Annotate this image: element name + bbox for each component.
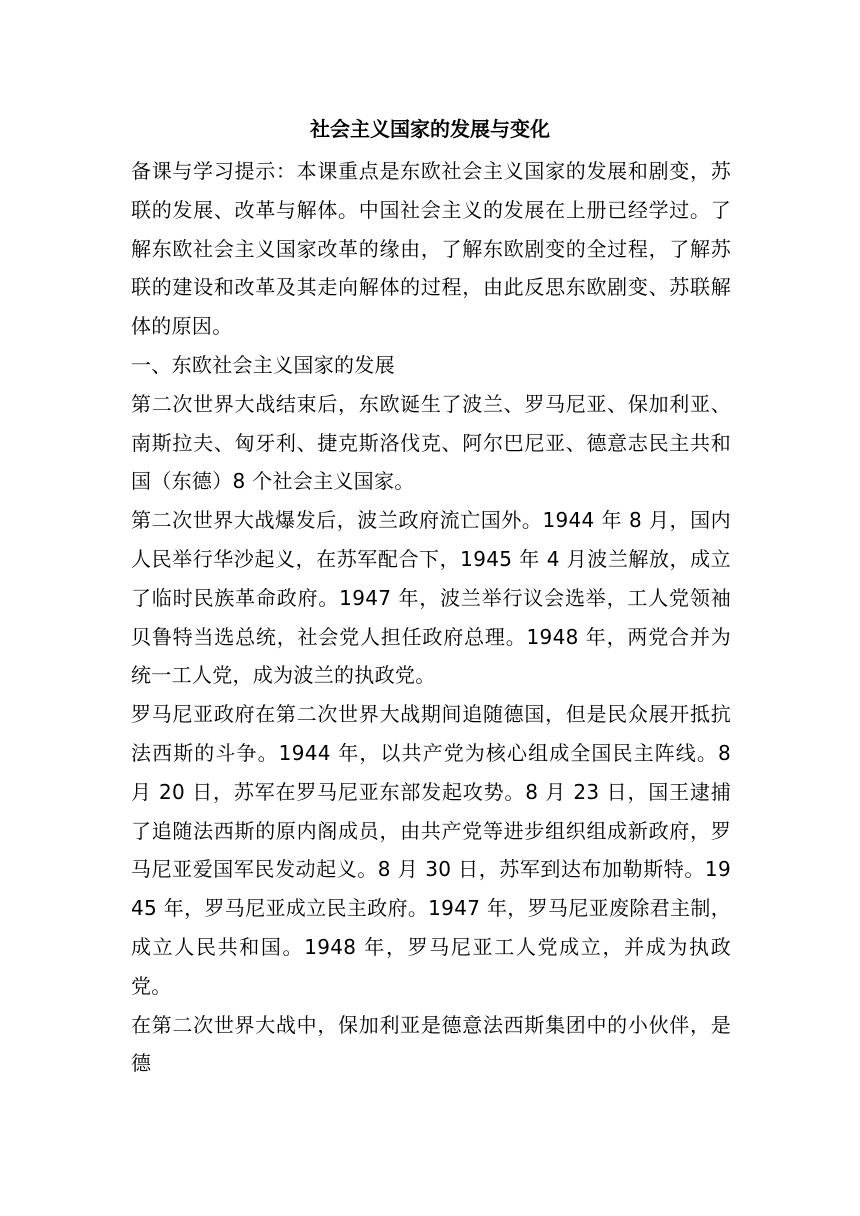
paragraph-poland: 第二次世界大战爆发后，波兰政府流亡国外。1944 年 8 月，国内人民举行华沙起义，在苏军配合下，1945 年 4 月波兰解放，成立了临时民族革命政府。1947 年，波兰举行议会选举，工人党领袖贝鲁特当选总统，社会党人担任政府总理。1948 年，两党合并为统一工人党，成为波兰的执政党。	[131, 508, 731, 688]
paragraph-bulgaria: 在第二次世界大战中，保加利亚是德意法西斯集团中的小伙伴，是德	[131, 1012, 731, 1076]
paragraph-postwar-states: 第二次世界大战结束后，东欧诞生了波兰、罗马尼亚、保加利亚、南斯拉夫、匈牙利、捷克斯洛伐克、阿尔巴尼亚、德意志民主共和国（东德）8 个社会主义国家。	[131, 391, 731, 494]
paragraph-study-tips: 备课与学习提示：本课重点是东欧社会主义国家的发展和剧变，苏联的发展、改革与解体。中国社会主义的发展在上册已经学过。了解东欧社会主义国家改革的缘由，了解东欧剧变的全过程，了解苏联的建设和改革及其走向解体的过程，由此反思东欧剧变、苏联解体的原因。	[131, 159, 731, 339]
document-body	[131, 152, 731, 1083]
document-title: 社会主义国家的发展与变化	[310, 117, 550, 141]
paragraph-romania: 罗马尼亚政府在第二次世界大战期间追随德国，但是民众展开抵抗法西斯的斗争。1944 年，以共产党为核心组成全国民主阵线。8 月 20 日，苏军在罗马尼亚东部发起攻势。8 月 23 日，国王逮捕了追随法西斯的原内阁成员，由共产党等进步组织组成新政府，罗马尼亚爱国军民发动起义。8 月 30 日，苏军到达布加勒斯特。1945 年，罗马尼亚成立民主政府。1947 年，罗马尼亚废除君主制，成立人民共和国。1948 年，罗马尼亚工人党成立，并成为执政党。	[131, 702, 731, 998]
section-heading-eastern-europe: 一、东欧社会主义国家的发展	[131, 352, 395, 377]
